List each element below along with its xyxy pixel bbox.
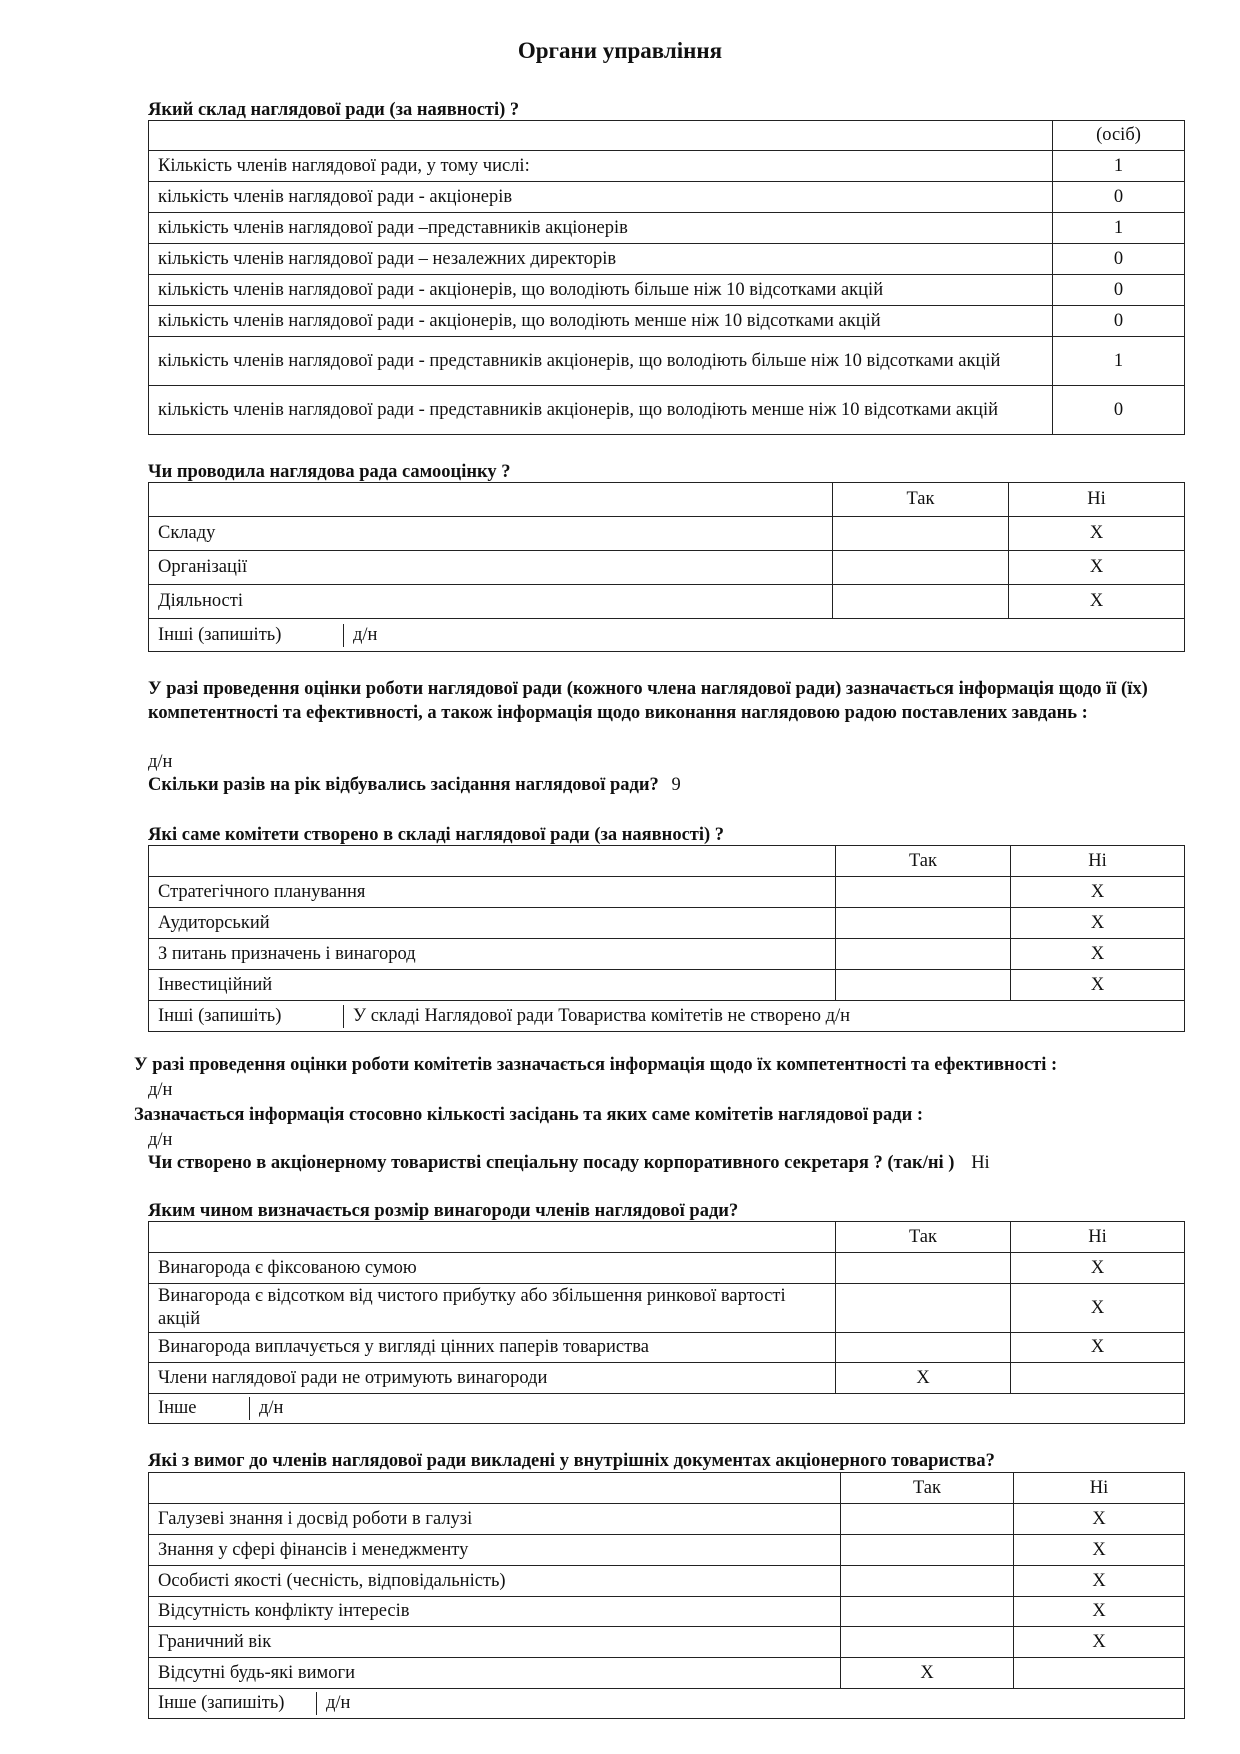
table-row: Складу X [149,517,1185,551]
table-row: кількість членів наглядової ради – незалежних директорів 0 [149,244,1185,275]
col-yes: Так [841,1473,1014,1504]
remuneration-question: Яким чином визначається розмір винагороди членів наглядової ради? [148,1201,739,1221]
requirements-question: Які з вимог до членів наглядової ради викладені у внутрішніх документах акціонерного товариства? [148,1451,995,1471]
evaluation-question: У разі проведення оцінки роботи наглядової ради (кожного члена наглядової ради) зазначається інформація щодо її (їх) компетентності та ефективності, а також інформація щодо виконання наглядовою радою поставлених завдань : [148,679,1148,723]
other-label: Інші (запишіть) [149,624,344,647]
table-row: Організації X [149,551,1185,585]
self-assessment-table [148,482,1185,652]
board-composition-question: Який склад наглядової ради (за наявності) ? [148,100,520,120]
committee-evaluation-question: У разі проведення оцінки роботи комітетів зазначається інформація щодо їх компетентності та ефективності : [134,1055,1058,1075]
table-row: Винагорода є фіксованою сумою X [149,1253,1185,1284]
table-row: кількість членів наглядової ради - акціонерів 0 [149,182,1185,213]
other-label: Інше [149,1397,250,1420]
committee-evaluation-answer: д/н [148,1080,173,1100]
self-assessment-question: Чи проводила наглядова рада самооцінку ? [148,462,511,482]
secretary-answer: Ні [971,1153,990,1173]
other-row [149,1394,1185,1424]
other-row [149,1001,1185,1032]
remuneration-table [148,1221,1185,1424]
evaluation-answer: д/н [148,752,173,772]
col-no: Ні [1011,846,1185,877]
other-label: Інше (запишіть) [149,1692,317,1715]
col-no: Ні [1009,483,1185,517]
other-value: д/н [259,1398,284,1418]
table-row: кількість членів наглядової ради - акціонерів, що володіють більше ніж 10 відсотками акцій 0 [149,275,1185,306]
table-row: Члени наглядової ради не отримують винагороди X [149,1363,1185,1394]
col-no: Ні [1011,1222,1185,1253]
table-row: Особисті якості (чесність, відповідальність) X [149,1566,1185,1597]
page-title: Органи управління [517,38,723,63]
table-row: Відсутні будь-які вимоги X [149,1658,1185,1689]
table-row: Відсутність конфлікту інтересів X [149,1597,1185,1627]
other-value: У складі Наглядової ради Товариства комітетів не створено д/н [353,1005,851,1026]
other-label: Інші (запишіть) [149,1005,344,1028]
table-row: кількість членів наглядової ради - акціонерів, що володіють менше ніж 10 відсотками акцій 0 [149,306,1185,337]
other-value: д/н [326,1693,351,1713]
col-yes: Так [836,846,1011,877]
table-row: Граничний вік X [149,1627,1185,1658]
col-yes: Так [833,483,1009,517]
table-row: Стратегічного планування X [149,877,1185,908]
committees-table [148,845,1185,1032]
meetings-question: Скільки разів на рік відбувались засідання наглядової ради? [148,775,659,795]
table-row: Інвестиційний X [149,970,1185,1001]
committee-meetings-question: Зазначається інформація стосовно кількості засідань та яких саме комітетів наглядової ради : [134,1105,924,1125]
table-row: Знання у сфері фінансів і менеджменту X [149,1535,1185,1566]
requirements-table [148,1472,1185,1719]
board-composition-table [148,120,1185,435]
table-row: Галузеві знання і досвід роботи в галузі X [149,1504,1185,1535]
col-no: Ні [1014,1473,1185,1504]
table-row: Аудиторський X [149,908,1185,939]
table-row: Діяльності X [149,585,1185,619]
meetings-answer: 9 [671,775,681,795]
committee-meetings-answer: д/н [148,1130,173,1150]
unit-header: (осіб) [1053,121,1185,151]
table-row: З питань призначень і винагород X [149,939,1185,970]
committees-question: Які саме комітети створено в складі наглядової ради (за наявності) ? [148,825,725,845]
other-row [149,619,1185,652]
col-yes: Так [836,1222,1011,1253]
secretary-question: Чи створено в акціонерному товаристві спеціальну посаду корпоративного секретаря ? (так/ні ) [148,1153,955,1173]
table-row: кількість членів наглядової ради - представників акціонерів, що володіють більше ніж 10 відсотками акцій 1 [149,337,1185,386]
table-row: кількість членів наглядової ради - представників акціонерів, що володіють менше ніж 10 відсотками акцій 0 [149,386,1185,435]
table-row: Винагорода є відсотком від чистого прибутку або збільшення ринкової вартості акцій X [149,1284,1185,1333]
other-row [149,1689,1185,1719]
table-row: Кількість членів наглядової ради, у тому числі: 1 [149,151,1185,182]
table-row: Винагорода виплачується у вигляді цінних паперів товариства X [149,1333,1185,1363]
other-value: д/н [353,624,378,645]
table-row: кількість членів наглядової ради –представників акціонерів 1 [149,213,1185,244]
